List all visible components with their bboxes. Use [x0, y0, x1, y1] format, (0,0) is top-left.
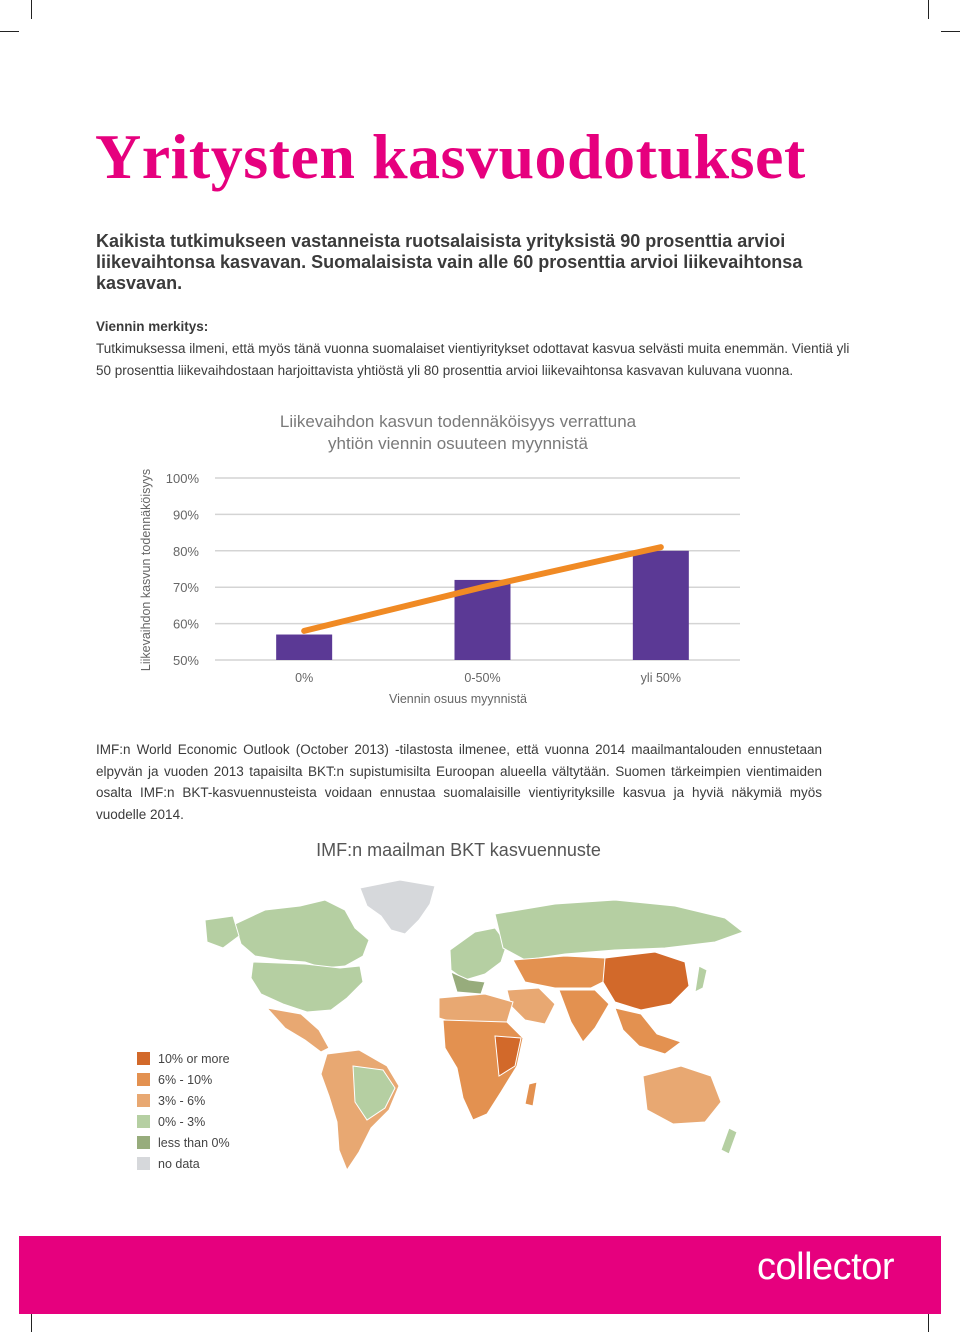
- crop-mark-bottom-right-v: [928, 1313, 929, 1332]
- legend-swatch: [137, 1094, 150, 1107]
- chart-x-tick-label: 0-50%: [464, 671, 501, 685]
- legend-swatch: [137, 1052, 150, 1065]
- crop-mark-bottom-left-v: [31, 1313, 32, 1332]
- map-region-new-zealand: [721, 1128, 737, 1154]
- legend-item: [137, 1153, 230, 1174]
- chart-y-tick-label: 70%: [172, 580, 199, 596]
- map-legend: [137, 1048, 230, 1174]
- map-title: IMF:n maailman BKT kasvuennuste: [316, 840, 601, 860]
- map-region-middle-east: [507, 988, 555, 1024]
- map-region-canada: [235, 900, 369, 968]
- legend-item: [137, 1069, 230, 1090]
- brand-logo: collector: [757, 1246, 894, 1288]
- legend-swatch: [137, 1157, 150, 1170]
- chart-y-tick-label: 90%: [172, 507, 199, 523]
- chart-x-tick-label: yli 50%: [640, 671, 681, 685]
- legend-swatch: [137, 1115, 150, 1128]
- imf-paragraph: IMF:n World Economic Outlook (October 2013) -tilastosta ilmenee, että vuonna 2014 maailmantalouden ennustetaan elpyvän ja vuoden 2013 tapaisilta BKT:n supistumisilta Euroopan alueella vältytään. Suomen tärkeimpien vientimaiden osalta IMF:n BKT-kasvuennusteista voidaan ennustaa suomalaisille vientiyrityksille kasvua ja hyviä näkymiä myös vuodelle 2014.: [96, 742, 822, 822]
- crop-mark-top-right-h: [941, 31, 960, 32]
- chart-y-tick-label: 80%: [172, 543, 199, 559]
- map-region-usa: [251, 962, 363, 1012]
- chart-y-axis-label: Liikevaihdon kasvun todennäköisyys: [139, 468, 153, 672]
- map-region-russia: [495, 900, 743, 960]
- legend-swatch: [137, 1073, 150, 1086]
- chart-y-tick-label: 100%: [165, 471, 199, 486]
- map-region-japan: [695, 966, 707, 992]
- footer-band: [19, 1236, 941, 1314]
- world-gdp-forecast-map: [195, 870, 765, 1185]
- legend-label: 6% - 10%: [158, 1072, 213, 1087]
- crop-mark-top-left-v: [31, 0, 32, 19]
- section-heading: Viennin merkitys:: [96, 319, 209, 334]
- map-region-central-asia: [513, 956, 615, 988]
- chart-title-line-1: Liikevaihdon kasvun todennäköisyys verrattuna: [279, 412, 637, 431]
- growth-probability-chart: [120, 400, 740, 715]
- legend-item: [137, 1132, 230, 1153]
- map-region-australia: [643, 1066, 721, 1124]
- lead-paragraph: Kaikista tutkimukseen vastanneista ruotsalaisista yrityksistä 90 prosenttia arvioi liikevaihtonsa kasvavan. Suomalaisista vain alle 60 prosenttia arvioi liikevaihtonsa kasvavan.: [96, 231, 803, 293]
- chart-y-tick-label: 60%: [172, 616, 199, 632]
- chart-x-tick-label: 0%: [295, 671, 314, 685]
- legend-label: less than 0%: [158, 1135, 230, 1150]
- section-body: Tutkimuksessa ilmeni, että myös tänä vuonna suomalaiset vientiyritykset odottavat kasvua selvästi muita enemmän. Vientiä yli 50 prosenttia liikevaihdostaan harjoittavista yhtiöstä yli 80 prosenttia arvioi liikevaihtonsa kasvavan kuluvana vuonna.: [96, 341, 850, 378]
- chart-x-axis-label: Viennin osuus myynnistä: [388, 692, 528, 706]
- chart-bar: [276, 635, 332, 660]
- map-region-alaska: [205, 916, 239, 948]
- legend-label: 10% or more: [158, 1051, 230, 1066]
- legend-item: [137, 1048, 230, 1069]
- legend-swatch: [137, 1136, 150, 1149]
- legend-label: no data: [158, 1156, 200, 1171]
- crop-mark-top-right-v: [928, 0, 929, 19]
- legend-item: [137, 1111, 230, 1132]
- chart-bar: [633, 551, 689, 660]
- map-region-africa: [443, 1020, 523, 1120]
- legend-label: 3% - 6%: [158, 1093, 206, 1108]
- map-region-mexico: [267, 1008, 329, 1052]
- legend-label: 0% - 3%: [158, 1114, 206, 1129]
- chart-y-tick-label: 50%: [172, 653, 199, 668]
- legend-item: [137, 1090, 230, 1111]
- map-region-greenland: [360, 880, 435, 934]
- page-title: Yritysten kasvuodotukset: [95, 121, 806, 192]
- map-region-europe: [450, 928, 507, 980]
- map-region-china: [603, 952, 689, 1010]
- map-region-east-africa: [495, 1036, 521, 1076]
- map-region-madagascar: [525, 1082, 537, 1106]
- map-region-india: [559, 990, 609, 1042]
- chart-title-line-2: yhtiön viennin osuuteen myynnistä: [328, 434, 588, 453]
- crop-mark-top-left-h: [0, 31, 19, 32]
- map-region-southeast-asia: [615, 1008, 681, 1054]
